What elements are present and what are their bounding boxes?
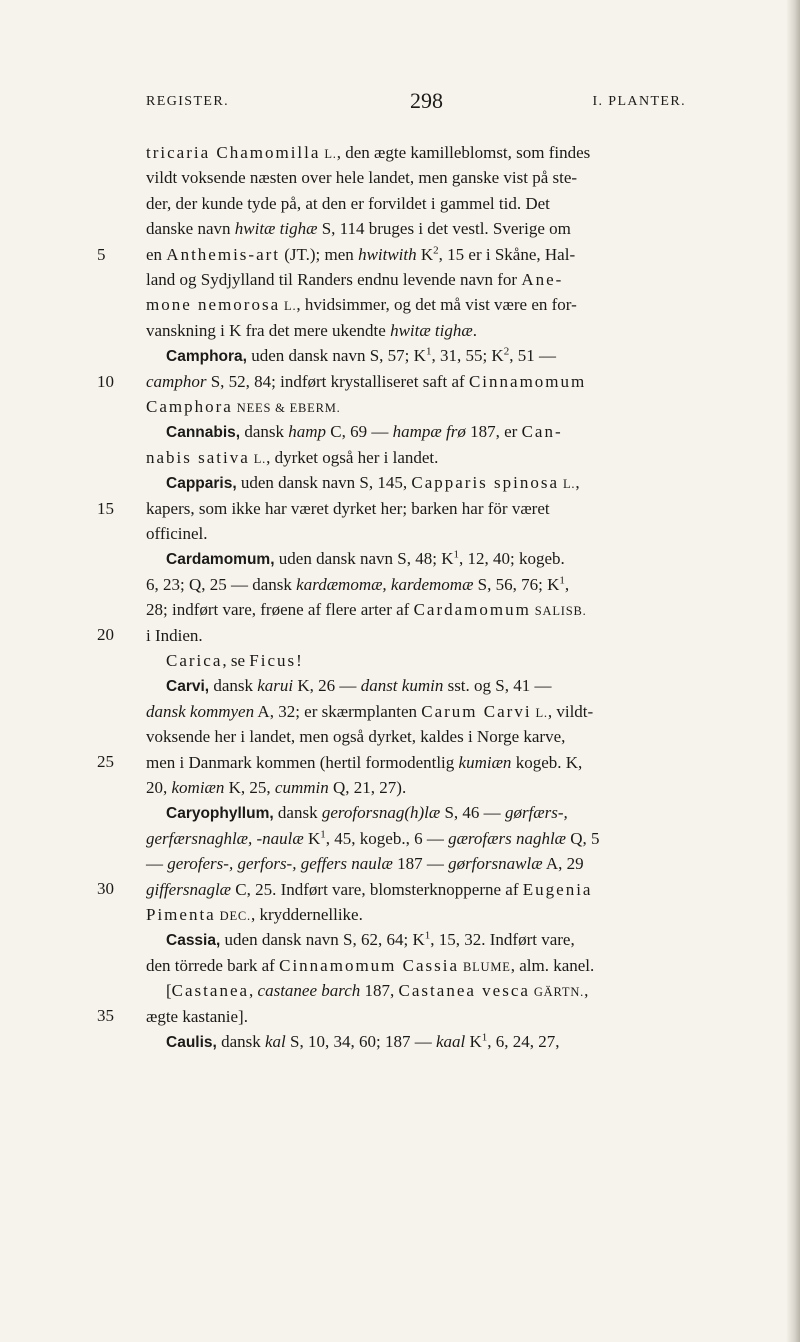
text-run: K	[465, 1032, 482, 1051]
text-run: mone nemorosa	[146, 295, 281, 315]
text-run: kal	[265, 1032, 286, 1051]
text-run: NEES & EBERM.	[232, 401, 341, 415]
line-number: 35	[97, 1006, 114, 1025]
text-run: cummin	[274, 778, 329, 797]
text-run: men i Danmark kommen (hertil formodentlig	[146, 752, 459, 772]
text-run: S, 10, 34, 60; 187 —	[285, 1032, 436, 1051]
text-run: , kryddernellike.	[250, 905, 363, 924]
text-line	[146, 877, 592, 902]
text-run: , den ægte kamilleblomst, som findes	[336, 143, 591, 162]
text-run: L.	[280, 299, 297, 314]
entry-cardamomum	[166, 546, 565, 571]
text-run: BLUME	[459, 959, 511, 974]
text-run: gerfærsnaghlæ, -naulæ	[146, 828, 304, 848]
text-run: Cinnamomum Cassia	[279, 955, 460, 975]
text-run: uden dansk navn S, 48; K	[274, 549, 454, 569]
entry-carvi	[166, 673, 552, 698]
entry-capparis	[166, 470, 580, 495]
text-run: Cinnamomum	[468, 371, 587, 391]
entry-headword: Cannabis,	[166, 424, 241, 442]
text-line	[146, 445, 438, 470]
text-run: , se	[222, 651, 250, 670]
text-run: uden dansk navn S, 57; K	[246, 346, 426, 366]
text-run: S, 52, 84; indført krystalliseret saft af	[206, 371, 469, 391]
text-line	[146, 394, 341, 419]
text-run: Ficus	[249, 651, 297, 670]
text-run: tricaria Chamomilla	[146, 143, 321, 162]
line-number: 5	[97, 245, 106, 264]
text-run: 28; indført vare, frøene af flere arter af	[146, 600, 414, 620]
text-line	[146, 242, 575, 267]
text-line	[146, 318, 477, 343]
text-run: geroforsnag(h)læ	[321, 803, 441, 823]
text-run: , alm. kanel.	[510, 955, 595, 975]
text-run: 1	[425, 345, 432, 358]
text-run: dansk	[273, 803, 322, 823]
text-run: , 15 er i Skåne, Hal-	[438, 244, 576, 264]
text-run: , 51 —	[509, 346, 556, 366]
text-run: 2	[503, 345, 510, 358]
text-line	[146, 216, 571, 241]
text-run: gørfærs-,	[504, 803, 568, 823]
text-run: , 31, 55; K	[431, 346, 504, 366]
entry-castanea	[166, 978, 588, 1003]
text-run: dansk	[216, 1032, 265, 1051]
text-line	[146, 953, 594, 978]
line-number: 10	[97, 372, 114, 391]
text-run: giffersnaglæ	[146, 879, 232, 899]
text-run: dansk	[209, 676, 258, 696]
text-run: sst. og S, 41 —	[443, 676, 552, 696]
text-run: hwitwith	[358, 244, 417, 264]
text-run: A, 32; er skærmplanten	[254, 701, 422, 721]
text-run: Castanea vesca	[398, 981, 530, 1001]
text-run: 2	[433, 243, 439, 256]
text-line	[146, 267, 563, 292]
text-run: danske navn	[146, 219, 235, 239]
text-run: Castanea	[171, 981, 250, 1001]
line-number: 30	[97, 879, 114, 898]
text-run: K, 25,	[224, 778, 275, 797]
text-run: , 12, 40; kogeb.	[459, 549, 565, 569]
text-run: hwitæ tighæ	[234, 219, 318, 239]
text-run: , 15, 32. Indført vare,	[430, 930, 575, 950]
text-run: L.	[249, 451, 267, 466]
text-run: kardæmomæ, kardemomæ	[296, 574, 474, 594]
text-run: 1	[320, 828, 326, 841]
text-line	[146, 851, 584, 876]
text-run: ,	[584, 981, 589, 1001]
text-run: L.	[531, 705, 548, 720]
text-line	[146, 826, 600, 851]
text-run: .	[472, 320, 477, 340]
text-run: (JT.); men	[280, 244, 359, 264]
text-run: vanskning i K fra det mere ukendte	[146, 320, 391, 340]
header-chapter-title: I. PLANTER.	[592, 94, 686, 109]
text-run: gærofærs naghlæ	[448, 828, 567, 848]
text-run: Cardamomum	[413, 600, 531, 620]
text-run: kumiæn	[458, 752, 512, 772]
text-run: dansk	[240, 422, 289, 442]
text-run: !	[296, 651, 302, 670]
entry-headword: Carvi,	[166, 678, 210, 696]
text-run: kaal	[435, 1032, 466, 1051]
text-line	[146, 750, 582, 775]
text-run: 187, er	[465, 422, 522, 442]
text-run: gerofers-, gerfors-, geffers naulæ	[167, 854, 393, 874]
text-run: 1	[559, 574, 565, 587]
entry-headword: Caryophyllum,	[166, 805, 274, 823]
header-section-title: REGISTER.	[146, 94, 229, 109]
text-run: ,	[575, 473, 580, 493]
text-run: Carum Carvi	[421, 701, 532, 721]
text-run: en	[146, 244, 167, 264]
text-run: castanee barch	[257, 981, 361, 1001]
page-number: 298	[410, 88, 443, 113]
text-run: K	[303, 828, 321, 848]
text-run: Capparis spinosa	[411, 473, 560, 493]
entry-carica	[166, 648, 302, 673]
entry-headword: Capparis,	[166, 475, 237, 493]
text-run: Q, 5	[566, 828, 600, 848]
text-run: L.	[559, 477, 576, 492]
line-number: 15	[97, 499, 114, 518]
text-line	[146, 775, 406, 800]
text-run: GÄRTN.	[529, 985, 585, 1000]
text-run: K	[416, 244, 434, 264]
text-line: i Indien.	[146, 625, 203, 645]
text-run: uden dansk navn S, 145,	[236, 473, 412, 493]
text-line	[146, 292, 577, 317]
text-line	[146, 902, 363, 927]
text-line	[146, 140, 590, 165]
running-header	[146, 88, 686, 124]
text-run: L.	[320, 147, 337, 161]
text-run: ,	[564, 574, 570, 594]
text-run: uden dansk navn S, 62, 64; K	[220, 930, 425, 950]
entry-caryophyllum	[166, 800, 568, 825]
entry-headword: Cardamomum,	[166, 551, 275, 569]
text-run: Ane-	[521, 270, 564, 289]
text-run: A, 29	[542, 854, 584, 874]
text-run: den törrede bark af	[146, 955, 280, 975]
text-line	[146, 699, 593, 724]
text-line: officinel.	[146, 524, 208, 543]
line-number: 25	[97, 752, 114, 771]
text-run: S, 46 —	[440, 803, 505, 823]
text-run: K, 26 —	[293, 676, 361, 696]
text-run: ,	[249, 981, 258, 1001]
text-run: Q, 21, 27).	[328, 778, 407, 797]
text-run: 6, 23; Q, 25 — dansk	[146, 574, 297, 594]
text-run: Pimenta	[146, 905, 216, 924]
text-run: Eugenia	[522, 879, 593, 899]
text-run: Can-	[521, 422, 563, 442]
text-line	[146, 597, 587, 622]
entry-caulis	[166, 1029, 560, 1054]
text-run: C, 25. Indført vare, blomsterknopperne af	[231, 879, 523, 899]
text-run: Anthemis-art	[166, 244, 280, 264]
text-run: camphor	[146, 371, 207, 391]
text-run: , dyrket også her i landet.	[266, 447, 439, 467]
text-line: vildt voksende næsten over hele landet, men ganske vist på ste-	[146, 168, 578, 188]
text-run: 187,	[360, 981, 399, 1001]
text-run: , 45, kogeb., 6 —	[325, 828, 449, 848]
text-run: 187 —	[392, 854, 449, 874]
text-run: hamp	[288, 422, 327, 442]
text-run: DEC.	[215, 909, 251, 923]
text-run: 20,	[146, 778, 172, 797]
text-line: kapers, som ikke har været dyrket her; barken har för været	[146, 498, 550, 518]
text-run: nabis sativa	[146, 447, 250, 467]
text-line: voksende her i landet, men også dyrket, kaldes i Norge karve,	[146, 727, 566, 747]
text-run: karui	[257, 676, 294, 696]
text-run: danst kumin	[360, 676, 444, 696]
text-line: der, der kunde tyde på, at den er forvildet i gammel tid. Det	[146, 193, 550, 213]
text-run: Carica	[166, 651, 223, 670]
text-run: hwitæ tighæ	[390, 320, 473, 340]
entry-headword: Cassia,	[166, 932, 221, 950]
text-run: SALISB.	[530, 604, 587, 619]
text-run: 1	[453, 548, 459, 561]
text-run: Camphora	[146, 397, 233, 416]
text-run: S, 56, 76; K	[473, 574, 560, 594]
text-line	[146, 572, 569, 597]
entry-headword: Caulis,	[166, 1034, 217, 1051]
text-run: 1	[424, 929, 431, 942]
text-run: dansk kommyen	[146, 701, 255, 721]
text-run: , 6, 24, 27,	[487, 1032, 560, 1051]
text-run: gørforsnawlæ	[448, 854, 543, 874]
entry-camphora	[166, 343, 556, 368]
text-run: , hvidsimmer, og det må vist være en for-	[296, 295, 577, 315]
text-run: kogeb. K,	[511, 752, 583, 772]
line-number: 20	[97, 625, 114, 644]
text-run: komiæn	[171, 778, 225, 797]
page-edge-shadow	[786, 0, 800, 1342]
text-run: S, 114 bruges i det vestl. Sverige om	[317, 219, 571, 239]
text-run: , vildt-	[547, 701, 594, 721]
text-run: [	[166, 981, 172, 1001]
text-run: 1	[481, 1031, 488, 1044]
text-run: hampæ frø	[392, 422, 466, 442]
text-line: ægte kastanie].	[146, 1006, 248, 1026]
text-line	[146, 369, 586, 394]
entry-cannabis	[166, 419, 563, 444]
text-run: land og Sydjylland til Randers endnu levende navn for	[146, 270, 522, 289]
text-run: —	[146, 854, 168, 874]
entry-cassia	[166, 927, 575, 952]
text-run: C, 69 —	[326, 422, 393, 442]
entry-headword: Camphora,	[166, 348, 247, 366]
